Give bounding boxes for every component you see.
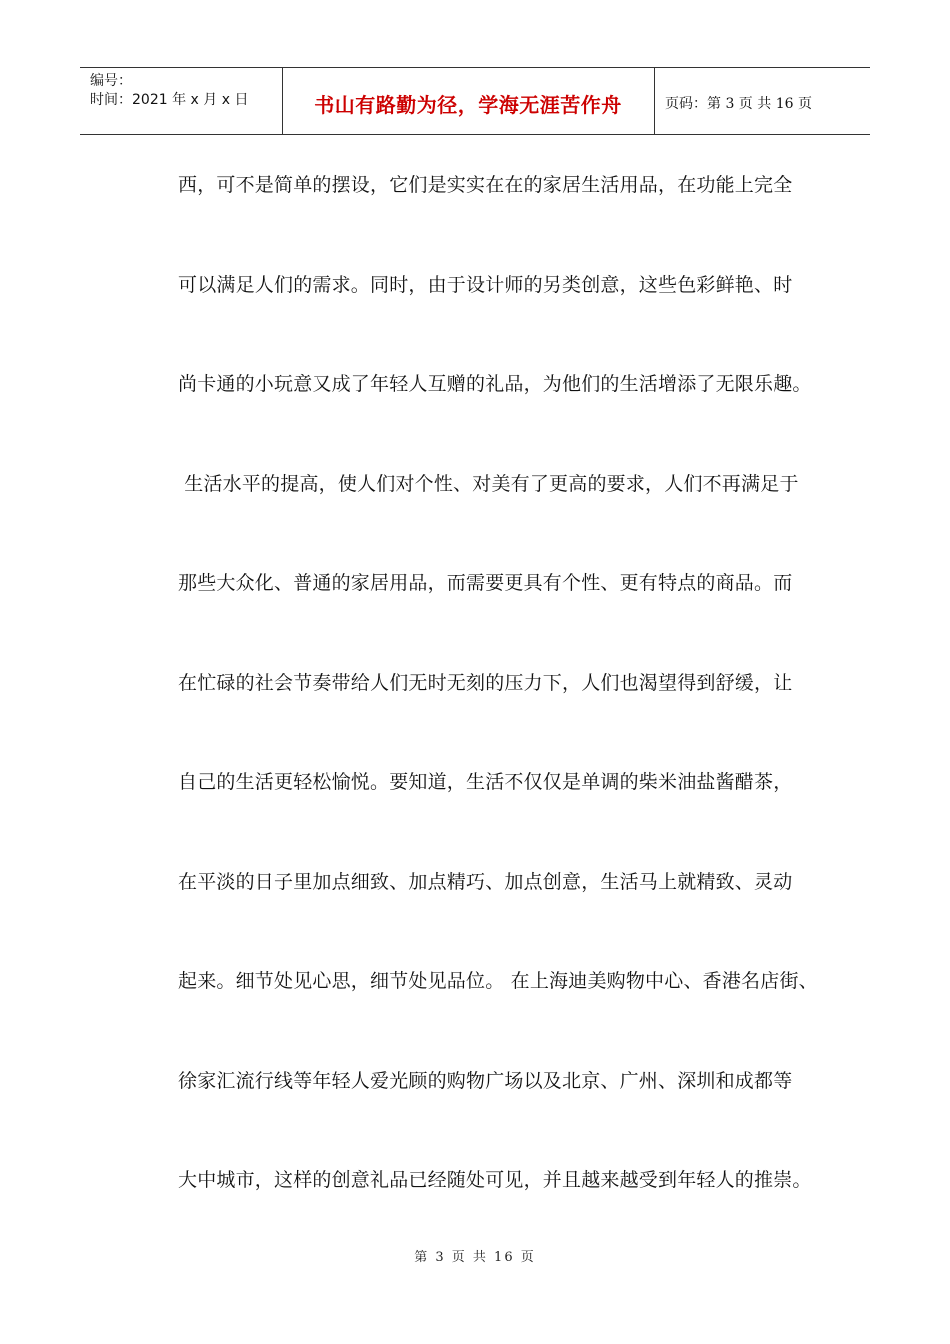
- footer-page-number: 第 3 页 共 16 页: [414, 1250, 536, 1265]
- document-body: [178, 160, 838, 1255]
- document-number-label: 编号：: [90, 73, 132, 89]
- body-line: 那些大众化、普通的家居用品，而需要更具有个性、更有特点的商品。而: [178, 572, 793, 594]
- body-line: 起来。细节处见心思，细节处见品位。 在上海迪美购物中心、香港名店街、: [178, 970, 818, 992]
- body-line: 生活水平的提高，使人们对个性、对美有了更高的要求，人们不再满足于: [178, 472, 799, 495]
- body-line: 尚卡通的小玩意又成了年轻人互赠的礼品，为他们的生活增添了无限乐趣。: [178, 373, 812, 395]
- body-line: 在忙碌的社会节奏带给人们无时无刻的压力下，人们也渴望得到舒缓，让: [178, 671, 793, 694]
- body-line: 自己的生活更轻松愉悦。要知道，生活不仅仅是单调的柴米油盐酱醋茶，: [178, 771, 793, 793]
- document-header: [80, 67, 870, 135]
- body-line: 大中城市，这样的创意礼品已经随处可见，并且越来越受到年轻人的推崇。: [178, 1169, 812, 1191]
- header-meta-cell: [80, 68, 283, 134]
- header-motto-cell: [282, 68, 655, 134]
- header-motto: 书山有路勤为径，学海无涯苦作舟: [314, 92, 622, 117]
- document-time-label: 时间：2021 年 x 月 x 日: [90, 92, 249, 108]
- body-line: 可以满足人们的需求。同时，由于设计师的另类创意，这些色彩鲜艳、时: [178, 273, 793, 296]
- body-line: 在平淡的日子里加点细致、加点精巧、加点创意，生活马上就精致、灵动: [178, 870, 793, 893]
- header-page-code: 页码：第 3 页 共 16 页: [665, 96, 812, 112]
- header-page-cell: [655, 68, 870, 134]
- body-line: 西，可不是简单的摆设，它们是实实在在的家居生活用品，在功能上完全: [178, 174, 793, 196]
- body-line: 徐家汇流行线等年轻人爱光顾的购物广场以及北京、广州、深圳和成都等: [178, 1069, 793, 1092]
